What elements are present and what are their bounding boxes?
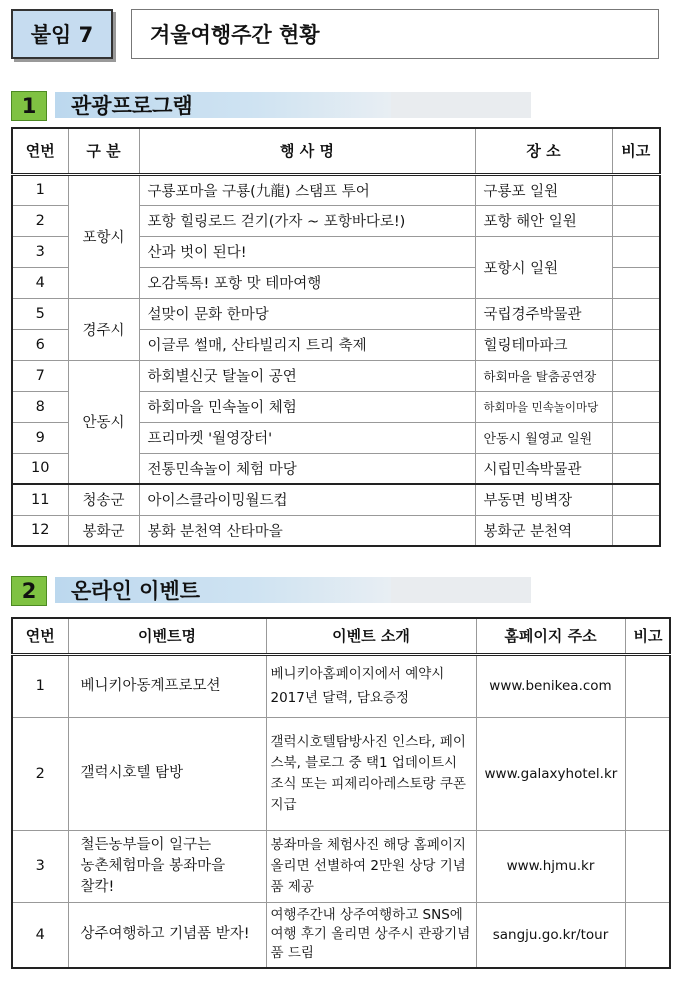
col-header-no: 연번 [12,128,68,174]
row-number: 3 [12,236,68,267]
col-header-event-name: 이벤트명 [68,618,266,654]
homepage-url: www.hjmu.kr [476,830,625,902]
homepage-url: www.benikea.com [476,654,625,717]
remarks-cell [625,902,670,968]
event-place: 부동면 빙벽장 [475,484,612,515]
section-2-number: 2 [11,576,47,606]
region-cell: 안동시 [68,360,139,484]
remarks-cell [612,391,660,422]
event-intro: 여행주간내 상주여행하고 SNS에 여행 후기 올리면 상주시 관광기념품 드림 [266,902,476,968]
table-row [12,717,670,830]
remarks-cell [612,205,660,236]
homepage-url: sangju.go.kr/tour [476,902,625,968]
remarks-cell [612,484,660,515]
remarks-cell [612,422,660,453]
remarks-cell [612,453,660,484]
col-header-remarks: 비고 [625,618,670,654]
table-row [12,654,670,717]
row-number: 9 [12,422,68,453]
row-number: 7 [12,360,68,391]
row-number: 8 [12,391,68,422]
event-place: 안동시 월영교 일원 [475,422,612,453]
section-1-title: 관광프로그램 [71,94,193,118]
section-2-header [11,575,531,607]
event-name: 봉화 분천역 산타마을 [139,515,475,546]
remarks-cell [625,717,670,830]
region-cell: 경주시 [68,298,139,360]
remarks-cell [612,267,660,298]
table-header-row [12,618,670,654]
event-place: 하회마을 탈춤공연장 [475,360,612,391]
section-1-header [11,90,531,122]
remarks-cell [612,298,660,329]
event-name: 포항 힐링로드 걷기(가자 ~ 포항바다로!) [139,205,475,236]
region-cell: 청송군 [68,484,139,515]
region-cell: 봉화군 [68,515,139,546]
row-number: 12 [12,515,68,546]
attachment-tag: 붙임 7 [11,9,113,59]
event-name: 갤럭시호텔 탐방 [68,717,266,830]
event-place: 시립민속박물관 [475,453,612,484]
event-place: 힐링테마파크 [475,329,612,360]
table-row [12,298,660,329]
event-intro: 봉좌마을 체험사진 해당 홈페이지 올리면 선별하여 2만원 상당 기념품 제공 [266,830,476,902]
col-header-place: 장 소 [475,128,612,174]
remarks-cell [625,654,670,717]
event-name: 철든농부들이 일구는 농촌체험마을 봉좌마을 찰칵! [68,830,266,902]
event-name: 상주여행하고 기념품 받자! [68,902,266,968]
col-header-no: 연번 [12,618,68,654]
remarks-cell [612,515,660,546]
event-name: 구룡포마을 구룡(九龍) 스탬프 투어 [139,174,475,205]
remarks-cell [625,830,670,902]
row-number: 6 [12,329,68,360]
row-number: 2 [12,717,68,830]
tourism-program-table [11,127,661,547]
remarks-cell [612,174,660,205]
event-place: 하회마을 민속놀이마당 [475,391,612,422]
remarks-cell [612,236,660,267]
event-name: 설맞이 문화 한마당 [139,298,475,329]
event-name: 베니키아동계프로모션 [68,654,266,717]
table-row [12,484,660,515]
event-name: 전통민속놀이 체험 마당 [139,453,475,484]
row-number: 10 [12,453,68,484]
event-place: 국립경주박물관 [475,298,612,329]
row-number: 4 [12,267,68,298]
table-row [12,174,660,205]
row-number: 11 [12,484,68,515]
col-header-homepage: 홈페이지 주소 [476,618,625,654]
remarks-cell [612,360,660,391]
table-header-row [12,128,660,174]
online-event-table [11,617,671,969]
event-place: 봉화군 분천역 [475,515,612,546]
region-cell: 포항시 [68,174,139,298]
event-name: 하회마을 민속놀이 체험 [139,391,475,422]
event-name: 아이스클라이밍월드컵 [139,484,475,515]
row-number: 5 [12,298,68,329]
col-header-event-intro: 이벤트 소개 [266,618,476,654]
page-title: 겨울여행주간 현황 [131,9,659,59]
event-name: 이글루 썰매, 산타빌리지 트리 축제 [139,329,475,360]
col-header-event-name: 행 사 명 [139,128,475,174]
table-row [12,360,660,391]
row-number: 1 [12,654,68,717]
remarks-cell [612,329,660,360]
homepage-url: www.galaxyhotel.kr [476,717,625,830]
row-number: 3 [12,830,68,902]
event-intro: 갤럭시호텔탐방사진 인스타, 페이스북, 블로그 중 택1 업데이트시 조식 또는 피제리아레스토랑 쿠폰지급 [266,717,476,830]
table-row [12,515,660,546]
event-place: 포항 해안 일원 [475,205,612,236]
event-name: 하회별신굿 탈놀이 공연 [139,360,475,391]
event-place: 포항시 일원 [475,236,612,298]
event-intro: 베니키아홈페이지에서 예약시 2017년 달력, 담요증정 [266,654,476,717]
table-row [12,830,670,902]
event-name: 산과 벗이 된다! [139,236,475,267]
col-header-category: 구 분 [68,128,139,174]
row-number: 4 [12,902,68,968]
table-row [12,902,670,968]
event-place: 구룡포 일원 [475,174,612,205]
row-number: 2 [12,205,68,236]
col-header-remarks: 비고 [612,128,660,174]
event-name: 오감톡톡! 포항 맛 테마여행 [139,267,475,298]
section-2-title: 온라인 이벤트 [71,579,201,603]
section-1-number: 1 [11,91,47,121]
event-name: 프리마켓 '월영장터' [139,422,475,453]
row-number: 1 [12,174,68,205]
